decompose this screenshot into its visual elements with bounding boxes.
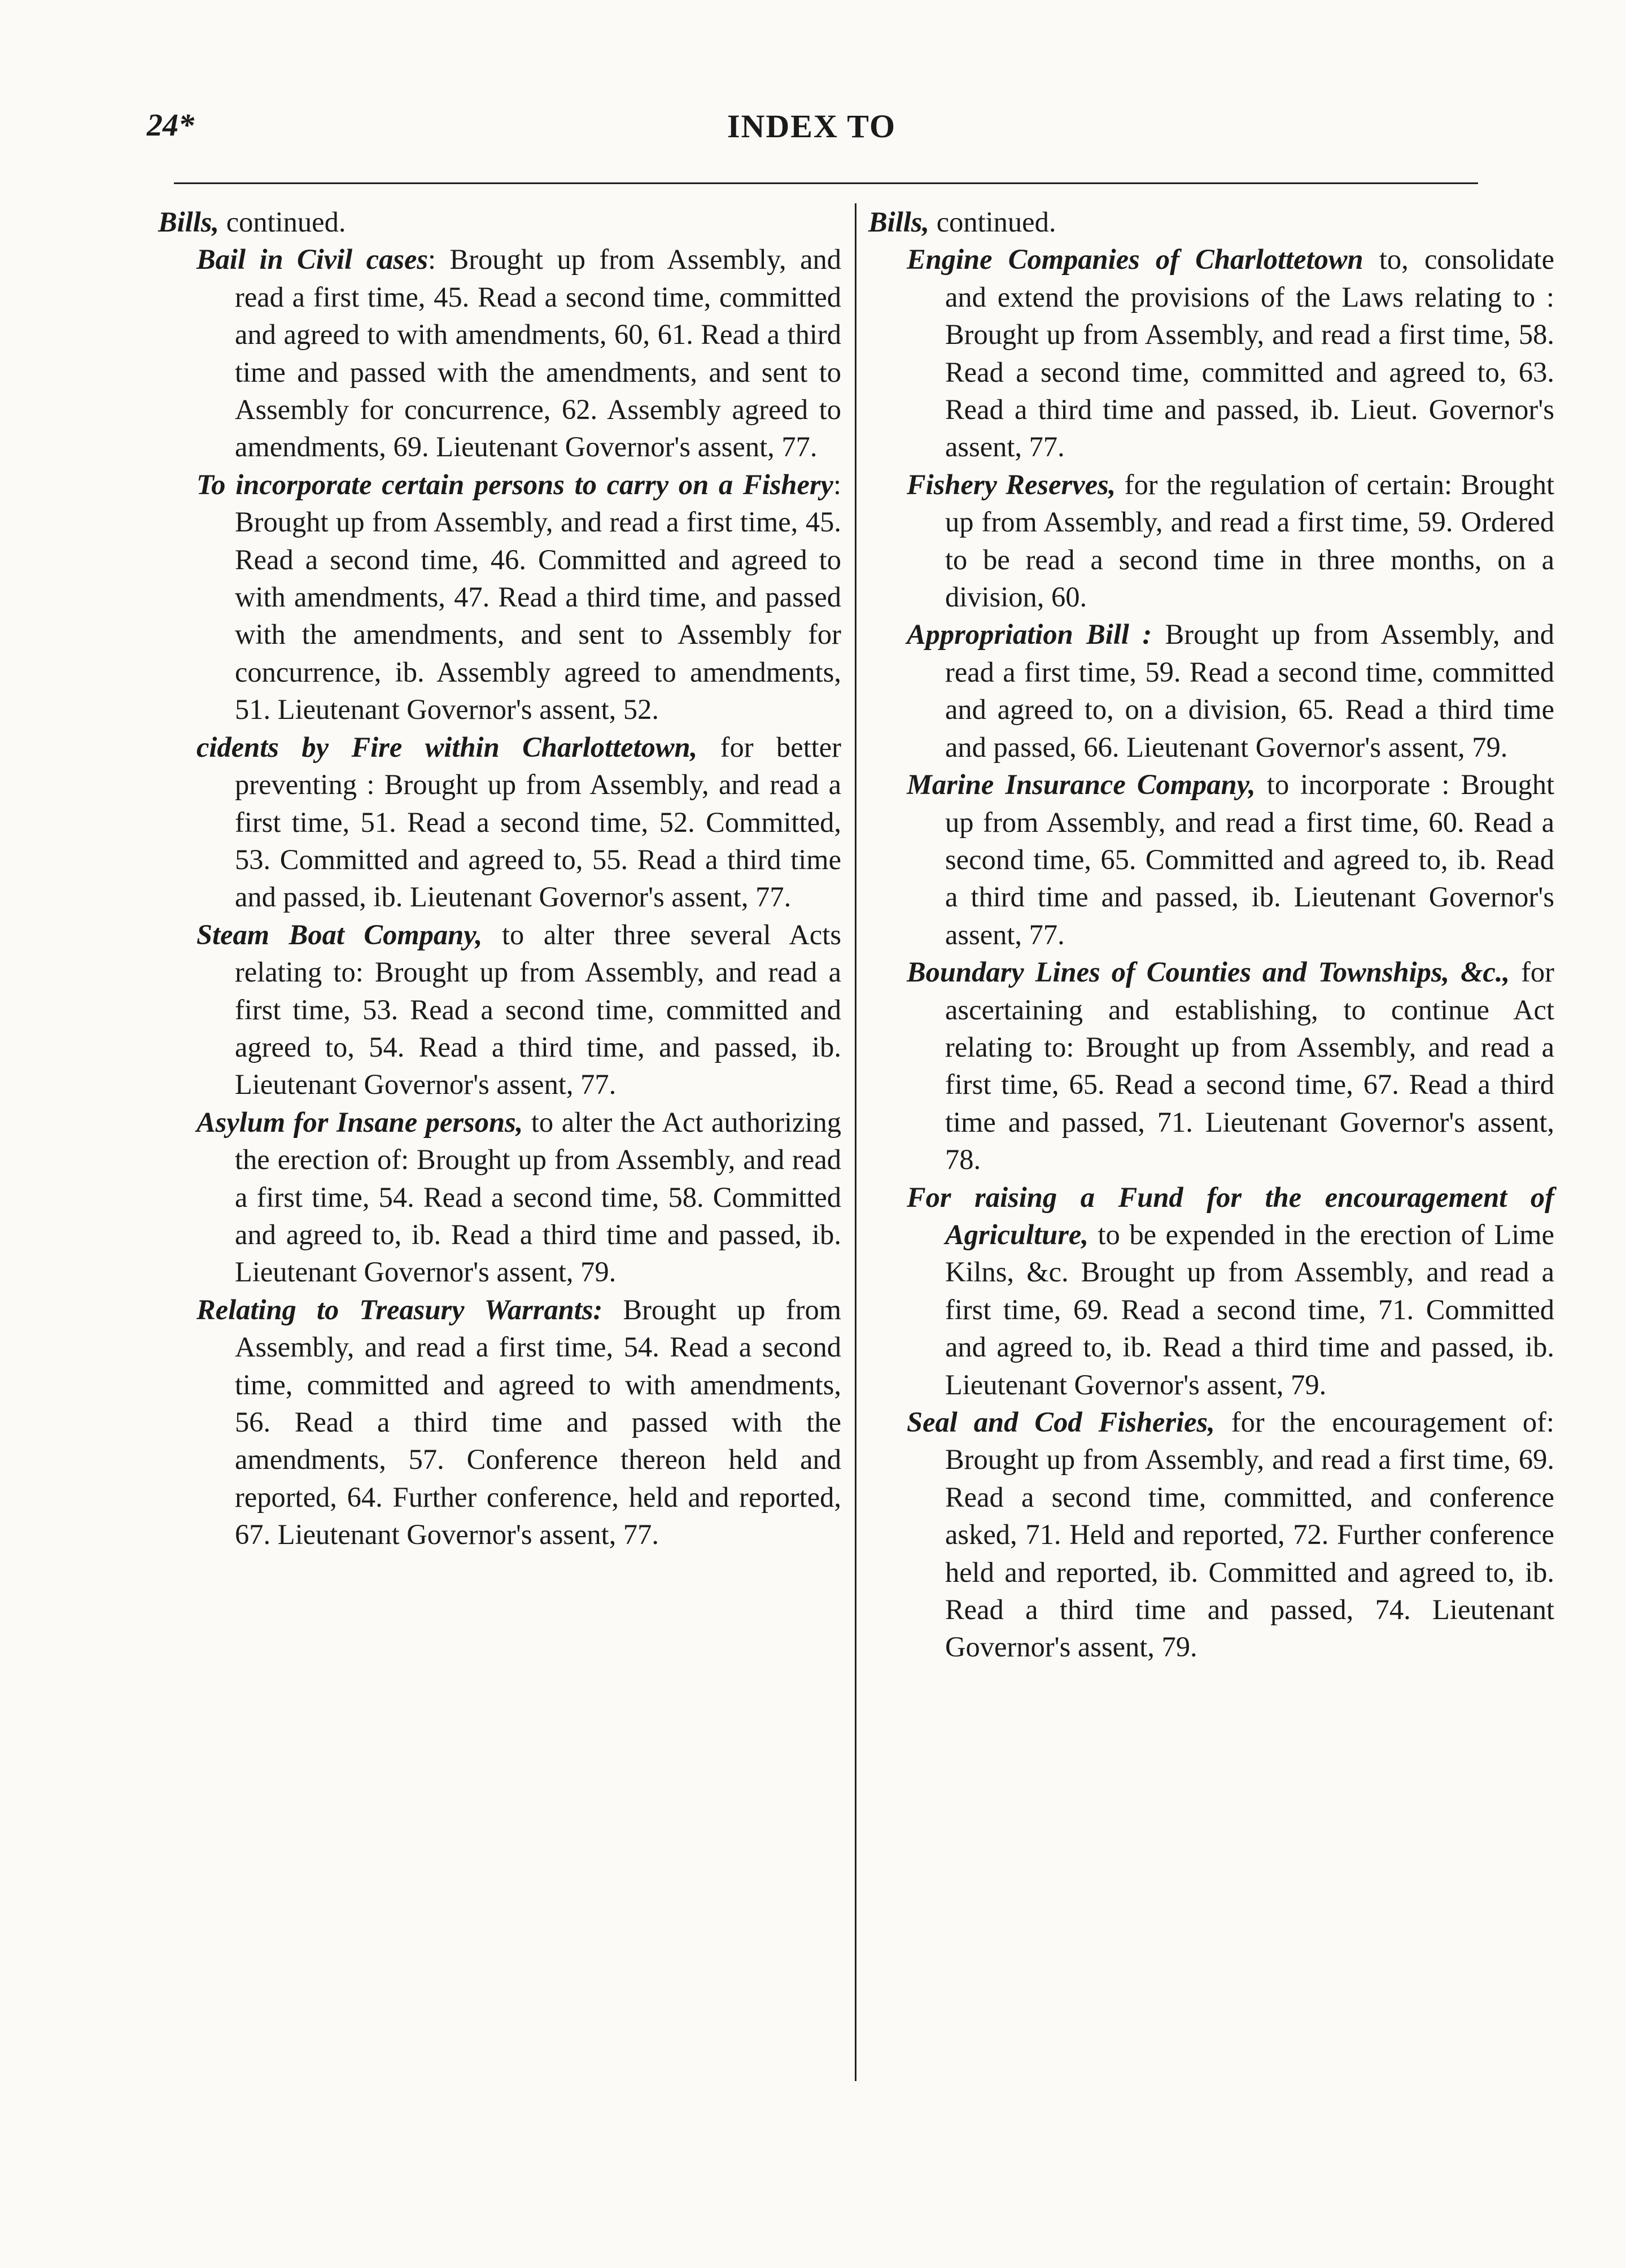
entry-title: Seal and Cod Fisheries, — [907, 1406, 1215, 1438]
running-title: INDEX TO — [727, 108, 897, 145]
entry-text: for better preventing : Brought up from Assembly, and read a first time, 51. Read a second time, 52. Committed, 53. Committed and agreed to, 55. Read a third time and passed, ib. Lieutenant Governor's assent, 77. — [235, 731, 842, 913]
index-entry — [196, 1104, 841, 1291]
right-column-heading — [868, 203, 1554, 241]
entry-title: Boundary Lines of Counties and Townships, &c., — [907, 956, 1510, 988]
index-entry — [907, 766, 1554, 953]
entry-text: to incorporate : Brought up from Assembly, and read a first time, 60. Read a second time, 65. Committed and agreed to, ib. Read a third time and passed, ib. Lieutenant Governor's assent, 77. — [945, 769, 1555, 950]
entry-text: : Brought up from Assembly, and read a first time, 45. Read a second time, committed and agreed to with amendments, 60, 61. Read a third time and passed with the amendments, and sent to Assembly for concurrence, 62. Assembly agreed to amendments, 69. Lieutenant Governor's assent, 77. — [235, 243, 842, 463]
column-divider — [855, 203, 856, 2081]
heading-continued: continued. — [929, 206, 1056, 238]
index-entry — [907, 1403, 1554, 1666]
entry-title: Fishery Reserves, — [907, 468, 1116, 500]
entry-title: Marine Insurance Company, — [907, 769, 1256, 801]
entry-title: For raising a Fund for the encouragement of Agriculture, — [907, 1181, 1554, 1250]
index-entry — [196, 729, 841, 916]
entry-text: to, consolidate and extend the provisions of the Laws relating to : Brought up from Assembly, and read a first time, 58. Read a second time, committed and agreed to, 63. Read a third time and passed, ib. Lieut. Governor's assent, 77. — [945, 243, 1554, 463]
page-number: 24* — [147, 108, 194, 143]
entry-title: Bail in Civil cases — [196, 243, 429, 276]
index-entry — [907, 466, 1554, 616]
entry-title: Appropriation Bill : — [907, 618, 1152, 651]
entry-text: for the regulation of certain: Brought up from Assembly, and read a first time, 59. Ordered to be read a second time in three months, on a division, 60. — [945, 468, 1554, 613]
entry-text: to alter three several Acts relating to: Brought up from Assembly, and read a first time, 53. Read a second time, committed and agreed to, 54. Read a third time, and passed, ib. Lieutenant Governor's assent, 77. — [235, 918, 841, 1101]
index-entry — [907, 616, 1554, 766]
entry-text: to be expended in the erection of Lime Kilns, &c. Brought up from Assembly, and read a first time, 69. Read a second time, 71. Committed and agreed to, ib. Read a third time and passed, ib. Lieutenant Governor's assent, 79. — [945, 1218, 1554, 1401]
index-entry — [907, 241, 1554, 465]
index-entry — [907, 953, 1554, 1178]
entry-title: Steam Boat Company, — [196, 918, 483, 950]
entry-title: Relating to Treasury Warrants: — [196, 1293, 603, 1325]
entry-title: cidents by Fire within Charlottetown, — [196, 731, 698, 763]
index-entry — [196, 916, 841, 1104]
entry-text: : Brought up from Assembly, and read a first time, 45. Read a second time, 46. Committed and agreed to with amendments, 47. Read a third time, and passed with the amendments, and sent to Assembly for concurrence, ib. Assembly agreed to amendments, 51. Lieutenant Governor's assent, 52. — [235, 468, 841, 726]
index-entry — [196, 241, 841, 465]
left-column — [158, 203, 841, 1554]
heading-bills: Bills, — [868, 206, 930, 238]
index-entry — [907, 1179, 1554, 1403]
entry-title: Engine Companies of Charlottetown — [907, 243, 1363, 276]
heading-bills: Bills, — [158, 206, 220, 238]
entry-title: To incorporate certain persons to carry on a Fishery — [196, 468, 833, 500]
left-column-heading — [158, 203, 841, 241]
entry-text: Brought up from Assembly, and read a first time, 59. Read a second time, committed and agreed to, on a division, 65. Read a third time and passed, 66. Lieutenant Governor's assent, 79. — [945, 618, 1554, 763]
header-rule — [174, 182, 1478, 184]
entry-text: Brought up from Assembly, and read a first time, 54. Read a second time, committed and agreed to with amendments, 56. Read a third time and passed with the amendments, 57. Conference thereon held and reported, 64. Further conference, held and reported, 67. Lieutenant Governor's assent, 77. — [235, 1293, 841, 1551]
entry-text: to alter the Act authorizing the erection of: Brought up from Assembly, and read a first time, 54. Read a second time, 58. Committed and agreed to, ib. Read a third time and passed, ib. Lieutenant Governor's assent, 79. — [235, 1106, 842, 1288]
entry-text: for the encouragement of: Brought up from Assembly, and read a first time, 69. Read a second time, committed, and conference asked, 71. Held and reported, 72. Further conference held and reported, ib. Committed and agreed to, ib. Read a third time and passed, 74. Lieutenant Governor's assent, 79. — [945, 1406, 1554, 1663]
page-header — [147, 107, 1476, 158]
index-entry — [196, 1291, 841, 1554]
right-column — [868, 203, 1554, 1666]
entry-title: Asylum for Insane persons, — [196, 1106, 523, 1138]
index-entry — [196, 466, 841, 729]
heading-continued: continued. — [219, 206, 346, 238]
entry-text: for ascertaining and establishing, to continue Act relating to: Brought up from Assembly, and read a first time, 65. Read a second time, 67. Read a third time and passed, 71. Lieutenant Governor's assent, 78. — [945, 956, 1554, 1176]
